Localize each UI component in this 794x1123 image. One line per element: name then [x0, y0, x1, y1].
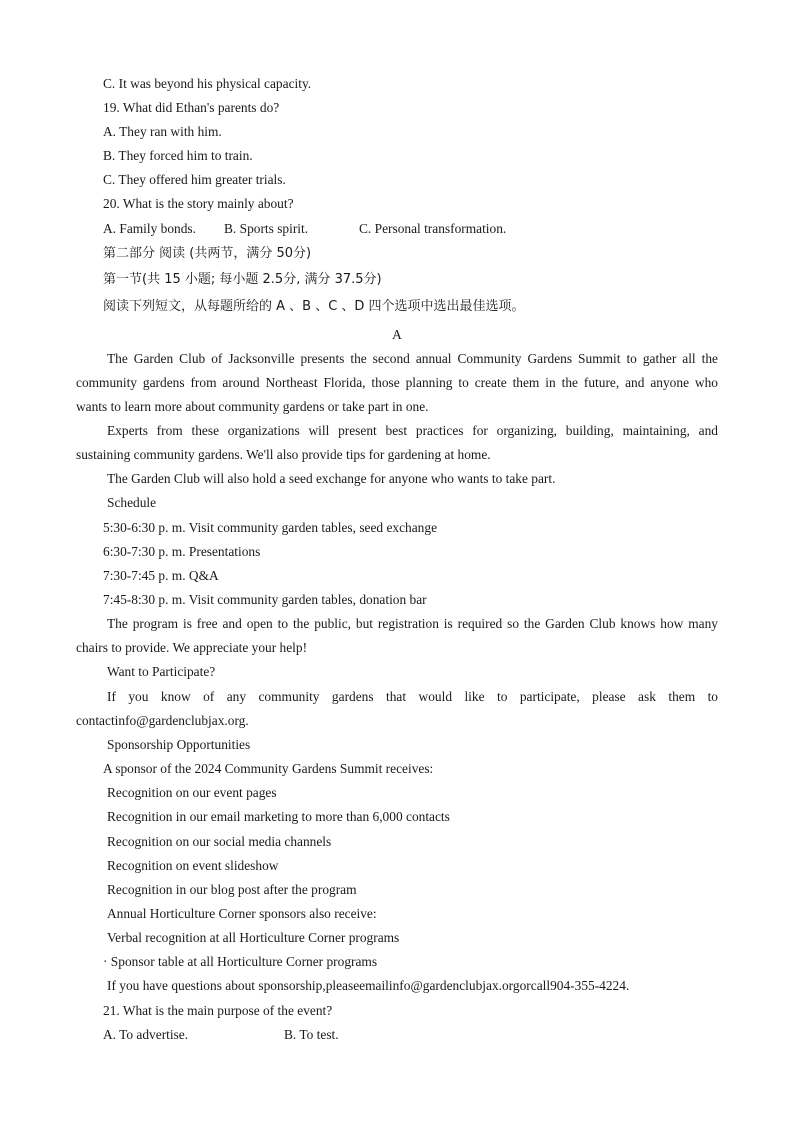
- sponsor-title: Sponsorship Opportunities: [107, 737, 251, 752]
- q20-option-b: B. Sports spirit.: [224, 221, 309, 236]
- contact-line: If you have questions about sponsorship,pleaseemailinfo@gardenclubjax.orgorcall904-355-4224.: [107, 978, 630, 993]
- q20-option-a: A. Family bonds.: [103, 221, 196, 236]
- annual-item: · Sponsor table at all Horticulture Corner programs: [103, 954, 378, 969]
- schedule-title: Schedule: [107, 495, 157, 510]
- p1-line-2: community gardens from around Northeast Florida, those planning to create them in the future, and anyone who: [76, 375, 718, 390]
- p1-line-3: wants to learn more about community gardens or take part in one.: [76, 399, 429, 414]
- p2-line-2: sustaining community gardens. We'll also provide tips for gardening at home.: [76, 447, 491, 462]
- p3-text: The Garden Club will also hold a seed exchange for anyone who wants to take part.: [107, 471, 556, 486]
- p1-line-1: The Garden Club of Jacksonville presents the second annual Community Gardens Summit to gather all the: [107, 351, 718, 366]
- annual-intro: Annual Horticulture Corner sponsors also receive:: [107, 906, 377, 921]
- q19-option-b: B. They forced him to train.: [103, 148, 253, 163]
- sponsor-item: Recognition on our event pages: [107, 785, 277, 800]
- schedule-item: 7:45-8:30 p. m. Visit community garden tables, donation bar: [103, 592, 427, 607]
- sponsor-item: Recognition in our blog post after the program: [107, 882, 357, 897]
- participate-title: Want to Participate?: [107, 664, 216, 679]
- schedule-item: 6:30-7:30 p. m. Presentations: [103, 544, 261, 559]
- schedule-item: 5:30-6:30 p. m. Visit community garden tables, seed exchange: [103, 520, 438, 535]
- q20-option-c: C. Personal transformation.: [359, 221, 507, 236]
- annual-item: Verbal recognition at all Horticulture Corner programs: [107, 930, 400, 945]
- sponsor-item: Recognition on our social media channels: [107, 834, 332, 849]
- q20-stem: 20. What is the story mainly about?: [103, 196, 294, 211]
- passage-label: A: [392, 327, 402, 342]
- schedule-item: 7:30-7:45 p. m. Q&A: [103, 568, 219, 583]
- sponsor-item: Recognition on event slideshow: [107, 858, 279, 873]
- p4-line-1: The program is free and open to the public, but registration is required so the Garden Club knows how many: [107, 616, 718, 631]
- q18-option-c: C. It was beyond his physical capacity.: [103, 76, 312, 91]
- participate-line-2: contactinfo@gardenclubjax.org.: [76, 713, 249, 728]
- section1-header: 第一节(共 15 小题; 每小题 2.5分, 满分 37.5分): [103, 272, 382, 287]
- part2-header: 第二部分 阅读 (共两节，满分 50分): [103, 246, 312, 261]
- q21-option-b: B. To test.: [284, 1027, 339, 1042]
- q21-option-a: A. To advertise.: [103, 1027, 189, 1042]
- q19-stem: 19. What did Ethan's parents do?: [103, 100, 280, 115]
- participate-line-1: If you know of any community gardens that would like to participate, please ask them to: [107, 689, 718, 704]
- p4-line-2: chairs to provide. We appreciate your help!: [76, 640, 308, 655]
- q19-option-a: A. They ran with him.: [103, 124, 222, 139]
- instruction-text: 阅读下列短文，从每题所给的 A 、B 、C 、D 四个选项中选出最佳选项。: [103, 299, 525, 314]
- q19-option-c: C. They offered him greater trials.: [103, 172, 286, 187]
- sponsor-intro: A sponsor of the 2024 Community Gardens Summit receives:: [103, 761, 434, 776]
- q21-stem: 21. What is the main purpose of the event?: [103, 1003, 333, 1018]
- sponsor-item: Recognition in our email marketing to more than 6,000 contacts: [107, 809, 450, 824]
- p2-line-1: Experts from these organizations will present best practices for organizing, building, maintaining, and: [107, 423, 718, 438]
